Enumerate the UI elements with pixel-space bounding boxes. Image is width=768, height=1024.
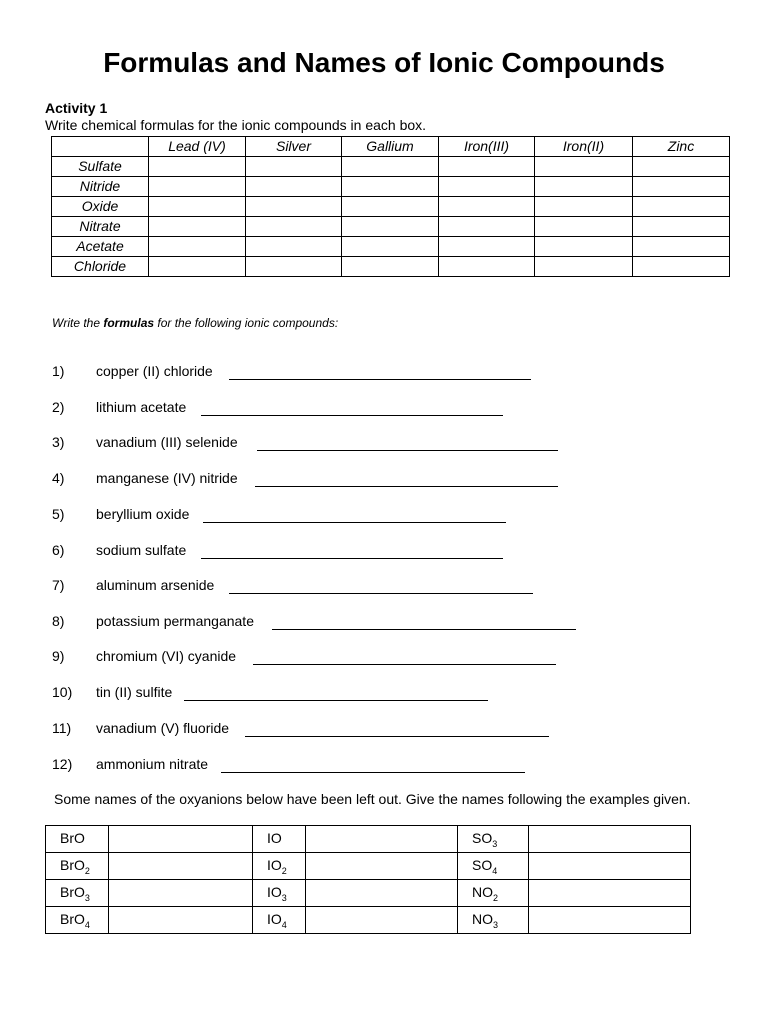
oxyanion-row: [46, 826, 691, 853]
answer-cell[interactable]: [246, 177, 342, 197]
answer-line[interactable]: [255, 486, 558, 487]
formula-base: IO: [267, 829, 282, 846]
grid-col-header: Lead (IV): [149, 137, 246, 157]
answer-cell[interactable]: [149, 157, 246, 177]
grid-col-header: Silver: [246, 137, 342, 157]
answer-cell[interactable]: [439, 197, 535, 217]
question-number: 1): [52, 363, 65, 379]
answer-cell[interactable]: [246, 197, 342, 217]
question-number: 3): [52, 434, 65, 450]
grid-header-row: [52, 137, 730, 157]
answer-line[interactable]: [229, 379, 531, 380]
grid-row-label: Nitride: [52, 177, 149, 197]
answer-cell[interactable]: [342, 197, 439, 217]
formula-base: SO: [472, 829, 493, 846]
answer-cell[interactable]: [342, 177, 439, 197]
answer-cell[interactable]: [633, 217, 730, 237]
question-number: 10): [52, 684, 73, 700]
formula-subscript: 3: [492, 838, 498, 849]
answer-line[interactable]: [229, 593, 533, 594]
question-number: 8): [52, 613, 65, 629]
formula-subscript: 3: [281, 892, 287, 903]
grid-col-header: Iron(III): [439, 137, 535, 157]
oxyanion-formula: [253, 880, 306, 907]
question-text: manganese (IV) nitride: [96, 470, 238, 486]
answer-cell[interactable]: [633, 257, 730, 277]
formula-subscript: 2: [84, 865, 90, 876]
instruction-text: Write the: [52, 316, 104, 330]
activity-instruction: Write chemical formulas for the ionic compounds in each box.: [45, 117, 427, 133]
answer-cell[interactable]: [246, 217, 342, 237]
answer-cell[interactable]: [633, 157, 730, 177]
question-number: 5): [52, 506, 65, 522]
answer-line[interactable]: [201, 415, 503, 416]
oxyanion-row: [46, 853, 691, 880]
oxyanion-formula: [46, 907, 109, 934]
formula-subscript: 4: [281, 919, 287, 930]
answer-cell[interactable]: [633, 197, 730, 217]
answer-cell[interactable]: [149, 217, 246, 237]
oxyanion-formula: [253, 853, 306, 880]
formula-base: BrO: [60, 856, 85, 873]
question-number: 7): [52, 577, 65, 593]
oxyanion-name-cell[interactable]: [306, 880, 458, 907]
formula-subscript: 3: [84, 892, 90, 903]
answer-cell[interactable]: [535, 237, 633, 257]
answer-cell[interactable]: [439, 157, 535, 177]
answer-cell[interactable]: [149, 237, 246, 257]
answer-cell[interactable]: [342, 257, 439, 277]
oxyanion-formula: [458, 853, 529, 880]
question-text: aluminum arsenide: [96, 577, 215, 593]
answer-cell[interactable]: [246, 257, 342, 277]
answer-line[interactable]: [257, 450, 558, 451]
oxyanion-formula: [458, 880, 529, 907]
grid-corner-cell: [52, 137, 149, 157]
grid-row: [52, 197, 730, 217]
grid-col-header: Gallium: [342, 137, 439, 157]
formula-grid: [51, 136, 730, 277]
oxyanion-name-cell[interactable]: [306, 907, 458, 934]
answer-cell[interactable]: [633, 237, 730, 257]
oxyanion-formula: [253, 907, 306, 934]
answer-cell[interactable]: [149, 197, 246, 217]
oxyanion-name-cell[interactable]: [529, 880, 691, 907]
answer-cell[interactable]: [535, 177, 633, 197]
formula-base: SO: [472, 856, 493, 873]
answer-cell[interactable]: [535, 257, 633, 277]
question-number: 4): [52, 470, 65, 486]
formula-base: BrO: [60, 910, 85, 927]
oxyanion-name-cell[interactable]: [109, 907, 253, 934]
formula-base: IO: [267, 910, 282, 927]
formula-base: IO: [267, 856, 282, 873]
question-text: beryllium oxide: [96, 506, 190, 522]
answer-cell[interactable]: [342, 217, 439, 237]
question-number: 6): [52, 542, 65, 558]
answer-cell[interactable]: [633, 177, 730, 197]
formula-subscript: 2: [281, 865, 287, 876]
answer-line[interactable]: [203, 522, 506, 523]
formula-base: NO: [472, 910, 493, 927]
grid-row-label: Sulfate: [52, 157, 149, 177]
grid-col-header: Iron(II): [535, 137, 633, 157]
answer-cell[interactable]: [246, 237, 342, 257]
oxyanion-name-cell[interactable]: [109, 853, 253, 880]
formula-subscript: 4: [492, 865, 498, 876]
answer-cell[interactable]: [439, 177, 535, 197]
grid-row: [52, 257, 730, 277]
question-number: 9): [52, 648, 65, 664]
oxyanion-formula: [46, 880, 109, 907]
question-text: potassium permanganate: [96, 613, 254, 629]
formula-base: BrO: [60, 829, 85, 846]
oxyanion-name-cell[interactable]: [109, 880, 253, 907]
answer-cell[interactable]: [149, 177, 246, 197]
question-number: 2): [52, 399, 65, 415]
oxyanion-name-cell[interactable]: [306, 826, 458, 853]
instruction-emphasis: formulas: [103, 316, 155, 330]
oxyanion-name-cell[interactable]: [109, 826, 253, 853]
formula-base: BrO: [60, 883, 85, 900]
answer-cell[interactable]: [246, 157, 342, 177]
grid-row: [52, 177, 730, 197]
question-text: chromium (VI) cyanide: [96, 648, 237, 664]
answer-cell[interactable]: [149, 257, 246, 277]
answer-cell[interactable]: [439, 237, 535, 257]
answer-cell[interactable]: [535, 157, 633, 177]
page-title: Formulas and Names of Ionic Compounds: [103, 47, 665, 78]
oxyanion-name-cell[interactable]: [529, 853, 691, 880]
answer-line[interactable]: [201, 558, 503, 559]
oxyanion-formula: [458, 826, 529, 853]
oxyanion-instruction: Some names of the oxyanions below have been left out. Give the names following the examples given.: [54, 791, 691, 807]
answer-line[interactable]: [184, 700, 488, 701]
question-text: vanadium (III) selenide: [96, 434, 238, 450]
question-text: lithium acetate: [96, 399, 187, 415]
oxyanion-row: [46, 880, 691, 907]
question-number: 11): [52, 720, 72, 736]
oxyanion-table: [45, 825, 691, 934]
formula-subscript: 2: [493, 892, 499, 903]
instruction-text: for the following ionic compounds:: [154, 316, 339, 330]
grid-row: [52, 237, 730, 257]
oxyanion-name-cell[interactable]: [306, 853, 458, 880]
grid-row: [52, 217, 730, 237]
oxyanion-row: [46, 907, 691, 934]
answer-cell[interactable]: [439, 217, 535, 237]
grid-col-header: Zinc: [633, 137, 730, 157]
oxyanion-formula: [458, 907, 529, 934]
grid-row: [52, 157, 730, 177]
formula-base: IO: [267, 883, 282, 900]
formula-base: NO: [472, 883, 493, 900]
grid-row-label: Acetate: [52, 237, 149, 257]
question-text: vanadium (V) fluoride: [96, 720, 230, 736]
activity-heading: Activity 1: [45, 100, 108, 116]
answer-cell[interactable]: [535, 197, 633, 217]
answer-line[interactable]: [221, 772, 525, 773]
answer-line[interactable]: [272, 629, 576, 630]
question-number: 12): [52, 756, 73, 772]
question-text: tin (II) sulfite: [96, 684, 173, 700]
answer-cell[interactable]: [342, 237, 439, 257]
answer-cell[interactable]: [342, 157, 439, 177]
oxyanion-formula: [46, 853, 109, 880]
grid-row-label: Oxide: [52, 197, 149, 217]
formula-subscript: 3: [493, 919, 499, 930]
question-text: ammonium nitrate: [96, 756, 209, 772]
answer-line[interactable]: [253, 664, 556, 665]
oxyanion-formula: [253, 826, 306, 853]
answer-line[interactable]: [245, 736, 549, 737]
question-text: sodium sulfate: [96, 542, 187, 558]
answer-cell[interactable]: [439, 257, 535, 277]
formula-subscript: 4: [84, 919, 90, 930]
oxyanion-name-cell[interactable]: [529, 907, 691, 934]
oxyanion-formula: [46, 826, 109, 853]
grid-row-label: Nitrate: [52, 217, 149, 237]
grid-row-label: Chloride: [52, 257, 149, 277]
oxyanion-name-cell[interactable]: [529, 826, 691, 853]
question-text: copper (II) chloride: [96, 363, 213, 379]
formulas-instruction: [52, 316, 338, 330]
answer-cell[interactable]: [535, 217, 633, 237]
